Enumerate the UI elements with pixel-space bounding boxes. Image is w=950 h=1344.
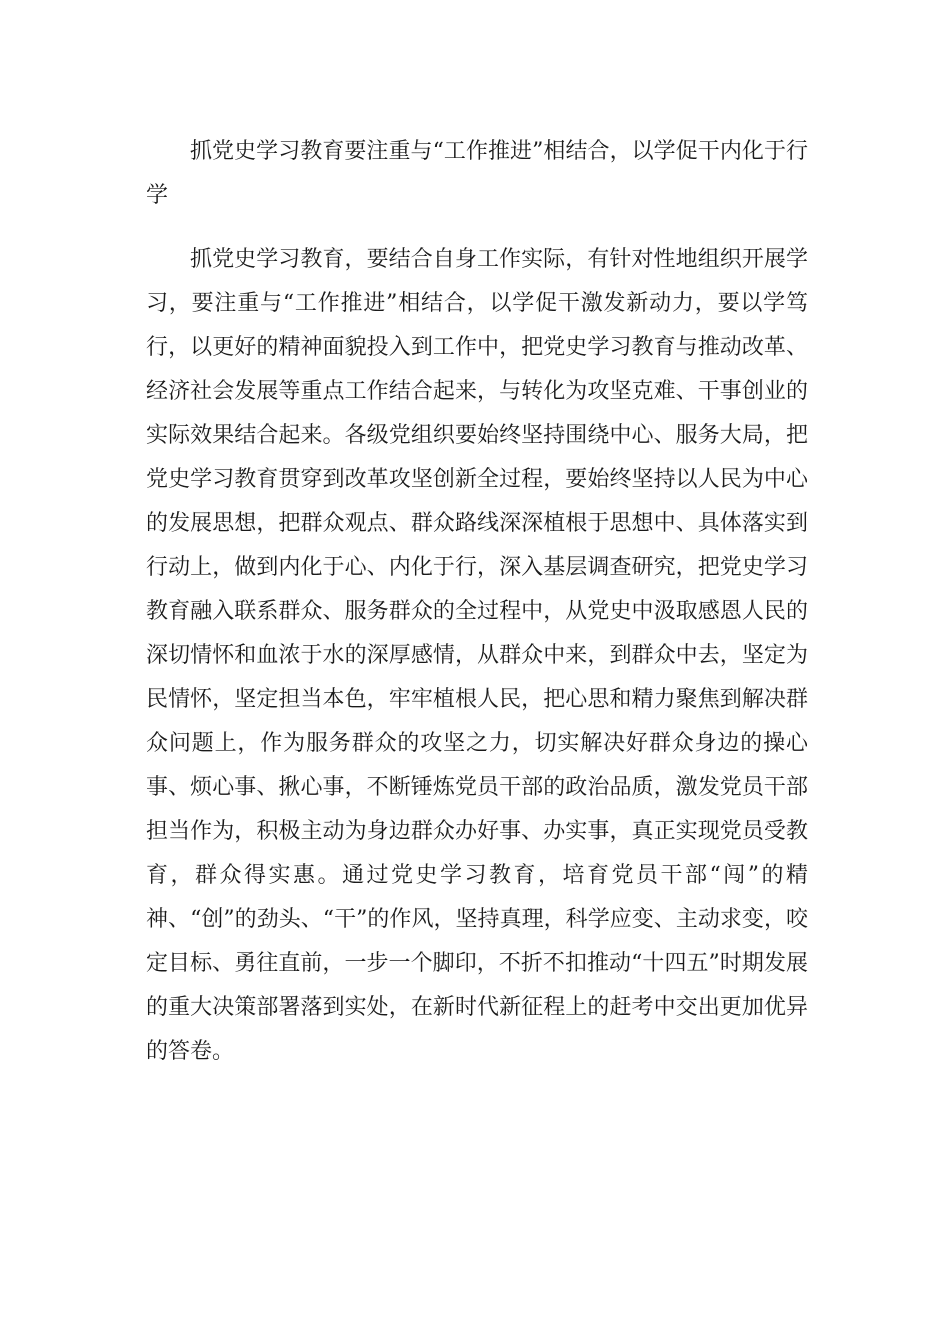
body-paragraph: 抓党史学习教育，要结合自身工作实际，有针对性地组织开展学习，要注重与“工作推进”相结合，以学促干激发新动力，要以学笃行，以更好的精神面貌投入到工作中，把党史学习教育与推动改革、经济社会发展等重点工作结合起来，与转化为攻坚克难、干事创业的实际效果结合起来。各级党组织要始终坚持围绕中心、服务大局，把党史学习教育贯穿到改革攻坚创新全过程，要始终坚持以人民为中心的发展思想，把群众观点、群众路线深深植根于思想中、具体落实到行动上，做到内化于心、内化于行，深入基层调查研究，把党史学习教育融入联系群众、服务群众的全过程中，从党史中汲取感恩人民的深切情怀和血浓于水的深厚感情，从群众中来，到群众中去，坚定为民情怀，坚定担当本色，牢牢植根人民，把心思和精力聚焦到解决群众问题上，作为服务群众的攻坚之力，切实解决好群众身边的操心事、烦心事、揪心事，不断锤炼党员干部的政治品质，激发党员干部担当作为，积极主动为身边群众办好事、办实事，真正实现党员受教育，群众得实惠。通过党史学习教育，培育党员干部“闯”的精神、“创”的劲头、“干”的作风，坚持真理，科学应变、主动求变，咬定目标、勇往直前，一步一个脚印，不折不扣推动“十四五”时期发展的重大决策部署落到实处，在新时代新征程上的赶考中交出更加优异的答卷。 [146, 247, 808, 1064]
document-heading: 抓党史学习教育要注重与“工作推进”相结合，以学促干内化于行学 [146, 139, 808, 208]
